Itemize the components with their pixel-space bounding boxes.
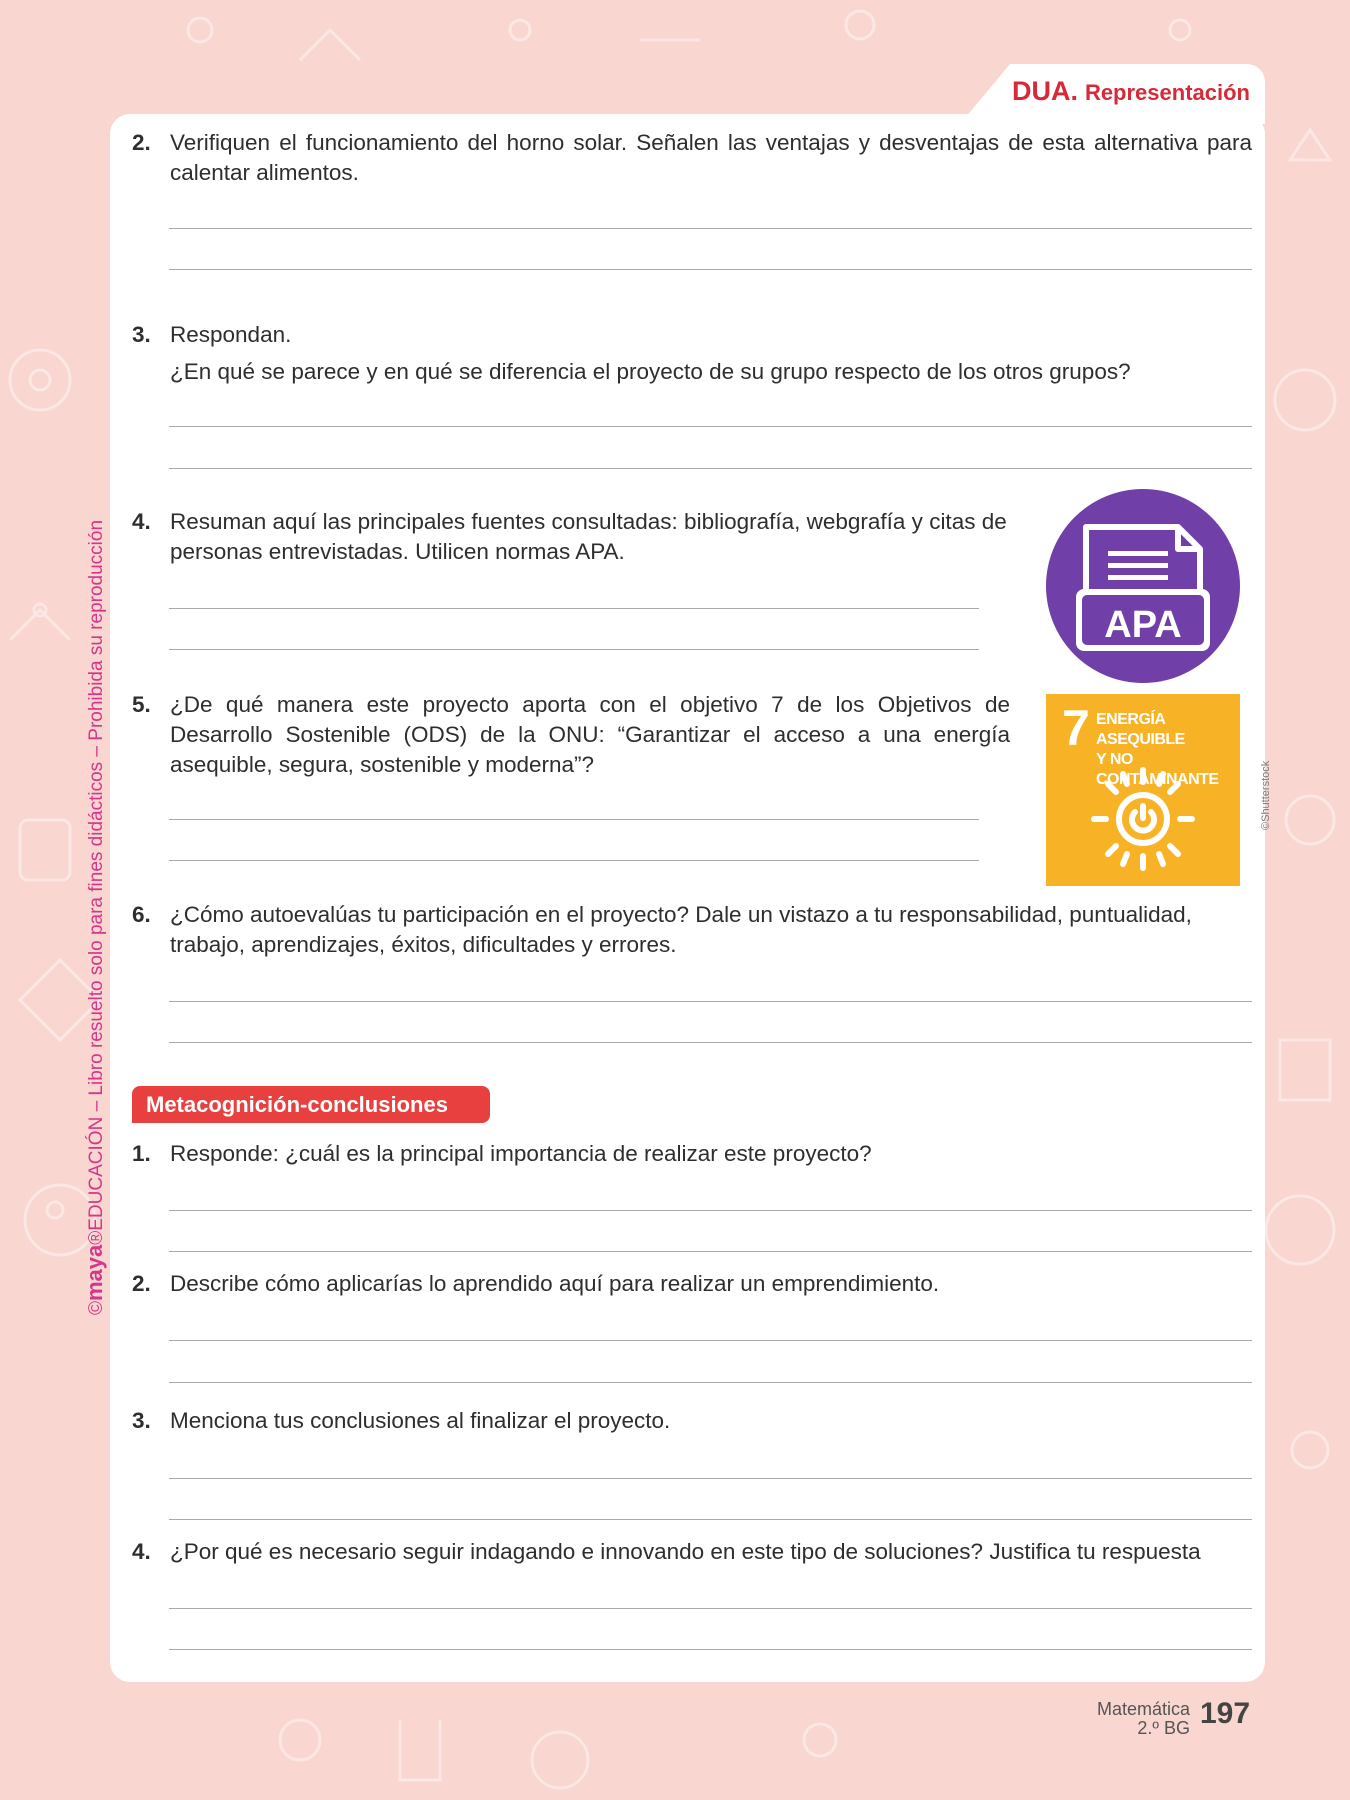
answer-line[interactable] (169, 1210, 1252, 1211)
question-text: Resuman aquí las principales fuentes consultadas: bibliografía, webgrafía y citas de personas entrevistadas. Utilicen normas APA. (170, 509, 1007, 564)
dua-heading (1010, 76, 1250, 107)
question-text: Responde: ¿cuál es la principal importancia de realizar este proyecto? (170, 1141, 872, 1166)
brand-name: maya (82, 1244, 107, 1301)
answer-line[interactable] (169, 269, 1252, 270)
ods-title-line1: ENERGÍA ASEQUIBLE (1096, 711, 1185, 748)
footer-subject (1040, 1700, 1190, 1738)
side-copyright-notice (82, 520, 108, 1315)
question-text: ¿Cómo autoevalúas tu participación en el proyecto? Dale un vistazo a tu responsabilidad, puntualidad, trabajo, aprendizajes, éxitos, dificultades y errores. (170, 902, 1192, 957)
question-number: 6. (132, 902, 151, 927)
question-text: ¿Por qué es necesario seguir indagando e innovando en este tipo de soluciones? Justifica tu respuesta (170, 1539, 1201, 1564)
answer-line[interactable] (169, 608, 979, 609)
sun-power-icon (1090, 766, 1196, 872)
question-text: Describe cómo aplicarías lo aprendido aquí para realizar un emprendimiento. (170, 1271, 940, 1296)
image-credit: ©Shutterstock (1260, 760, 1272, 830)
question-number: 2. (132, 1271, 151, 1296)
question-number: 3. (132, 1408, 151, 1433)
question-number: 5. (132, 692, 151, 717)
answer-line[interactable] (169, 426, 1252, 427)
answer-line[interactable] (169, 1519, 1252, 1520)
ods-number: 7 (1062, 700, 1090, 756)
answer-line[interactable] (169, 1042, 1252, 1043)
answer-line[interactable] (169, 649, 979, 650)
ods-title-line2: Y NO CONTAMINANTE (1096, 751, 1219, 788)
question-text: Menciona tus conclusiones al finalizar el proyecto. (170, 1408, 671, 1433)
dua-label: DUA. (1011, 76, 1078, 106)
registered-symbol: ® (86, 1230, 107, 1245)
question-number: 2. (132, 130, 151, 155)
subject-name: Matemática (1096, 1699, 1190, 1719)
answer-line[interactable] (169, 1340, 1252, 1341)
answer-line[interactable] (169, 468, 1252, 469)
section-title-metacognition: Metacognición-conclusiones (132, 1086, 490, 1123)
apa-label: APA (1104, 604, 1182, 646)
answer-line[interactable] (169, 1649, 1252, 1650)
question-text: ¿De qué manera este proyecto aporta con el objetivo 7 de los Objetivos de Desarrollo Sostenible (ODS) de la ONU: “Garantizar el acceso a una energía asequible, segura, sostenible y moderna”? (170, 692, 1010, 777)
question-subtext: ¿En qué se parece y en qué se diferencia el proyecto de su grupo respecto de los otros grupos? (170, 359, 1131, 384)
question-number: 1. (132, 1141, 151, 1166)
grade-label: 2.º BG (1137, 1718, 1190, 1738)
answer-line[interactable] (169, 228, 1252, 229)
answer-line[interactable] (169, 1382, 1252, 1383)
notice-text: EDUCACIÓN – Libro resuelto solo para fines didácticos – Prohibida su reproducción (86, 519, 107, 1231)
question-text: Respondan. (170, 322, 292, 347)
copyright-symbol: © (86, 1301, 107, 1315)
answer-line[interactable] (169, 819, 979, 820)
apa-badge (1046, 489, 1240, 683)
question-number: 4. (132, 1539, 151, 1564)
question-number: 4. (132, 509, 151, 534)
question-number: 3. (132, 322, 151, 347)
answer-line[interactable] (169, 1251, 1252, 1252)
answer-line[interactable] (169, 1608, 1252, 1609)
ods-7-badge (1046, 694, 1240, 886)
question-text: Verifiquen el funcionamiento del horno solar. Señalen las ventajas y desventajas de esta alternativa para calentar alimentos. (170, 130, 1252, 185)
page-number: 197 (1200, 1697, 1251, 1730)
answer-line[interactable] (169, 1478, 1252, 1479)
answer-line[interactable] (169, 860, 979, 861)
answer-line[interactable] (169, 1001, 1252, 1002)
dua-subtitle: Representación (1084, 80, 1250, 105)
